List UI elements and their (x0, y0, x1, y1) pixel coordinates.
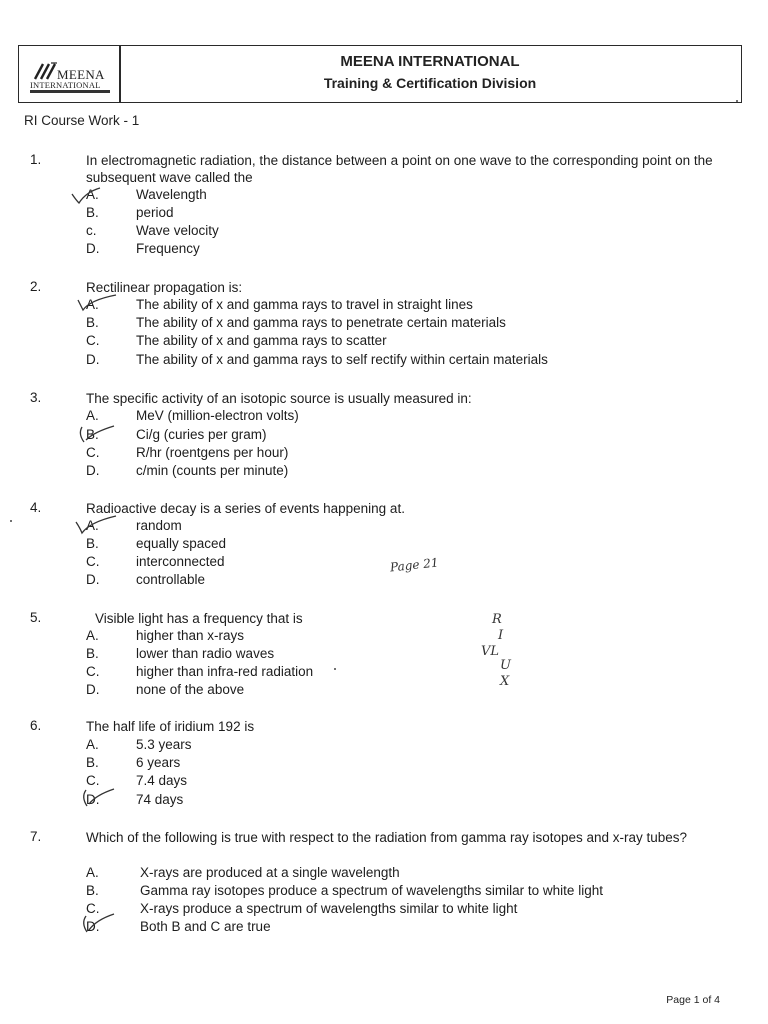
option-text: Ci/g (curies per gram) (136, 427, 267, 442)
option-b (0, 755, 768, 773)
option-text: none of the above (136, 682, 245, 697)
option-c (0, 333, 768, 351)
option-text: period (136, 205, 174, 220)
question-number: 6. (30, 718, 42, 733)
option-letter: D. (86, 352, 100, 367)
document-header (18, 45, 742, 103)
option-d (0, 572, 768, 590)
question-number: 4. (30, 500, 42, 515)
handwritten-note: I (498, 628, 504, 643)
option-letter: A. (86, 297, 99, 312)
option-letter: D. (86, 682, 100, 697)
question-number: 7. (30, 829, 42, 844)
question-stem: Which of the following is true with respect to the radiation from gamma ray isotopes and x-ray tubes? (86, 830, 688, 845)
option-a (0, 865, 768, 883)
option-letter: C. (86, 664, 100, 679)
option-letter: B. (86, 315, 99, 330)
question-number: 1. (30, 152, 42, 167)
option-text: MeV (million-electron volts) (136, 408, 299, 423)
option-letter: D. (86, 463, 100, 478)
scan-speck (736, 100, 738, 102)
option-letter: A. (86, 408, 99, 423)
scan-speck (10, 520, 12, 522)
logo-brand: MEENA (57, 67, 105, 82)
logo-subtitle: INTERNATIONAL (30, 80, 101, 90)
option-d (0, 682, 768, 700)
question-stem: The specific activity of an isotopic source is usually measured in: (86, 391, 472, 406)
option-letter: B. (86, 427, 99, 442)
option-b (0, 646, 768, 664)
option-letter: D. (86, 572, 100, 587)
option-b (0, 883, 768, 901)
option-text: higher than x-rays (136, 628, 245, 643)
organization-name: MEENA INTERNATIONAL (340, 53, 520, 70)
division-name: Training & Certification Division (323, 75, 537, 91)
option-letter: C. (86, 901, 100, 916)
option-text: c/min (counts per minute) (136, 463, 289, 478)
option-text: 74 days (136, 792, 184, 807)
handwritten-note: U (500, 658, 511, 673)
option-text: The ability of x and gamma rays to penetrate certain materials (136, 315, 506, 330)
question-number: 3. (30, 390, 42, 405)
document-title: RI Course Work - 1 (24, 113, 140, 128)
option-letter: A. (86, 865, 99, 880)
option-letter: D. (86, 792, 100, 807)
option-text: 6 years (136, 755, 181, 770)
option-text: The ability of x and gamma rays to scatter (136, 333, 387, 348)
question-stem: Radioactive decay is a series of events happening at. (86, 501, 405, 516)
option-text: 7.4 days (136, 773, 188, 788)
question-stem: Rectilinear propagation is: (86, 280, 243, 295)
option-letter: C. (86, 445, 100, 460)
page-number: Page 1 of 4 (666, 994, 720, 1006)
option-a (0, 628, 768, 646)
option-letter: C. (86, 773, 100, 788)
option-a (0, 408, 768, 426)
option-text: 5.3 years (136, 737, 192, 752)
option-d (0, 919, 768, 937)
option-text: random (136, 518, 182, 533)
option-letter: c. (86, 223, 97, 238)
option-d (0, 792, 768, 810)
option-text: The ability of x and gamma rays to self rectify within certain materials (136, 352, 548, 367)
option-letter: A. (86, 518, 99, 533)
option-letter: A. (86, 737, 99, 752)
option-text: controllable (136, 572, 206, 587)
option-d (0, 352, 768, 370)
option-letter: B. (86, 755, 99, 770)
option-text: Both B and C are true (140, 919, 271, 934)
option-text: lower than radio waves (136, 646, 275, 661)
question-stem: The half life of iridium 192 is (86, 719, 255, 734)
option-a (0, 297, 768, 315)
option-letter: D. (86, 919, 100, 934)
option-letter: C. (86, 333, 100, 348)
option-letter: B. (86, 205, 99, 220)
option-d (0, 463, 768, 481)
question-stem: Visible light has a frequency that is (95, 611, 303, 626)
option-text: X-rays are produced at a single wavelength (140, 865, 400, 880)
option-a (0, 737, 768, 755)
option-letter: B. (86, 883, 99, 898)
logo-rule (30, 90, 110, 93)
option-c (0, 223, 768, 241)
handwritten-note: VL (481, 644, 500, 659)
question-number: 2. (30, 279, 42, 294)
company-logo (27, 56, 117, 96)
option-text: Wavelength (136, 187, 207, 202)
handwritten-note: R (492, 612, 502, 627)
option-c (0, 664, 768, 682)
option-c (0, 445, 768, 463)
option-letter: D. (86, 241, 100, 256)
option-c (0, 773, 768, 791)
option-text: equally spaced (136, 536, 227, 551)
option-letter: A. (86, 187, 99, 202)
option-c (0, 554, 768, 572)
question-stem: In electromagnetic radiation, the distance between a point on one wave to the corresponding point on the subsequent wave called the (86, 153, 713, 185)
option-letter: A. (86, 628, 99, 643)
option-text: Wave velocity (136, 223, 219, 238)
option-letter: B. (86, 536, 99, 551)
option-text: higher than infra-red radiation (136, 664, 314, 679)
option-a (0, 187, 768, 205)
question-number: 5. (30, 610, 42, 625)
option-text: The ability of x and gamma rays to travel in straight lines (136, 297, 473, 312)
option-c (0, 901, 768, 919)
option-b (0, 205, 768, 223)
option-a (0, 518, 768, 536)
handwritten-page-ref: Page 21 (389, 555, 440, 575)
option-text: Frequency (136, 241, 200, 256)
handwritten-note: X (500, 674, 510, 689)
option-b (0, 315, 768, 333)
scan-speck (334, 668, 336, 670)
option-letter: C. (86, 554, 100, 569)
option-text: Gamma ray isotopes produce a spectrum of wavelengths similar to white light (140, 883, 603, 898)
option-d (0, 241, 768, 259)
option-b (0, 536, 768, 554)
option-text: X-rays produce a spectrum of wavelengths similar to white light (140, 901, 518, 916)
option-b (0, 427, 768, 445)
option-text: interconnected (136, 554, 225, 569)
option-letter: B. (86, 646, 99, 661)
option-text: R/hr (roentgens per hour) (136, 445, 289, 460)
